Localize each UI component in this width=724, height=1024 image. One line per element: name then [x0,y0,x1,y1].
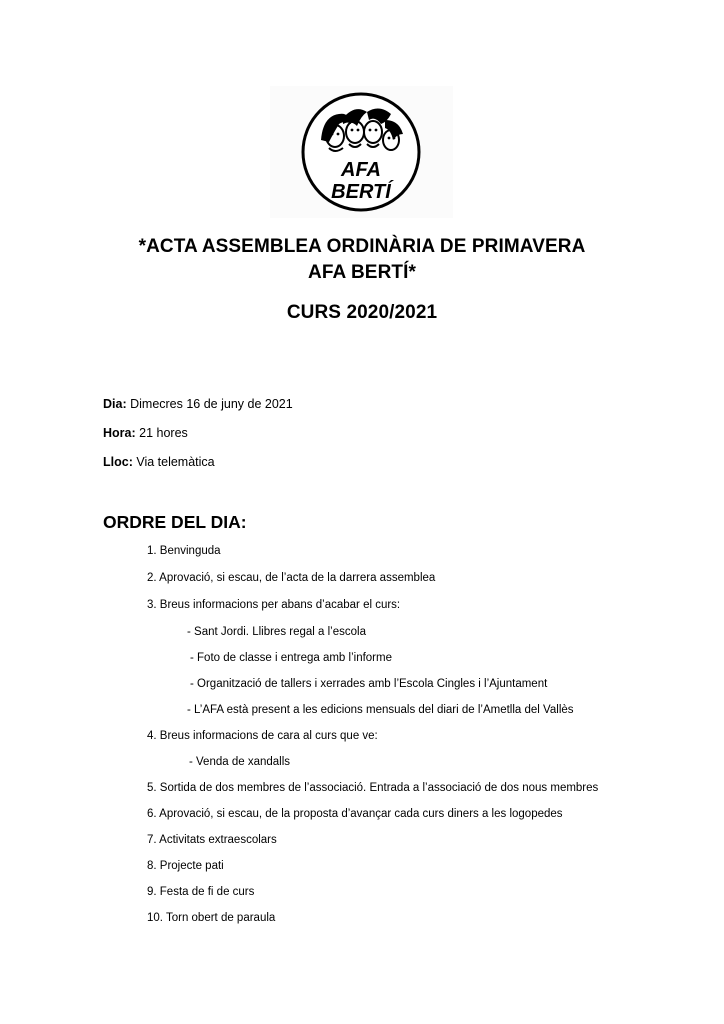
meeting-time-value: 21 hores [135,426,188,440]
agenda-item: 10. Torn obert de paraula [147,912,276,924]
course-title: CURS 2020/2021 [286,302,438,323]
agenda-item: 2. Aprovació, si escau, de l’acta de la darrera assemblea [147,572,436,584]
agenda-item: 5. Sortida de dos membres de l’associació. Entrada a l’associació de dos nous membres [147,782,599,794]
agenda-item: 7. Activitats extraescolars [147,834,277,846]
agenda-subitem: - Foto de classe i entrega amb l’informe [190,652,392,664]
agenda-item: 8. Projecte pati [147,860,224,872]
document-title-line1: *ACTA ASSEMBLEA ORDINÀRIA DE PRIMAVERA [138,236,586,257]
agenda-heading: ORDRE DEL DIA: [103,512,247,532]
agenda-item: 3. Breus informacions per abans d’acabar el curs: [147,599,401,611]
logo-text-afa: AFA [341,159,381,181]
meeting-place [103,455,215,469]
meeting-place-value: Via telemàtica [132,455,215,469]
meeting-day-label: Dia: [103,397,127,411]
agenda-item: 6. Aprovació, si escau, de la proposta d’avançar cada curs diners a les logopedes [147,808,563,820]
logo-emblem [299,90,423,214]
agenda-item: 1. Benvinguda [147,545,221,557]
agenda-subitem: - Organització de tallers i xerrades amb l’Escola Cingles i l’Ajuntament [190,678,548,690]
agenda-subitem: - L’AFA està present a les edicions mensuals del diari de l’Ametlla del Vallès [187,704,574,716]
afa-berti-logo [270,86,453,218]
meeting-time [103,426,188,440]
meeting-time-label: Hora: [103,426,136,440]
agenda-item: 4. Breus informacions de cara al curs que ve: [147,730,378,742]
logo-text-berti: BERTÍ [331,181,391,203]
meeting-day [103,397,293,411]
document-title-line2: AFA BERTÍ* [308,262,416,283]
meeting-day-value: Dimecres 16 de juny de 2021 [126,397,293,411]
agenda-subitem: - Sant Jordi. Llibres regal a l’escola [187,626,366,638]
meeting-place-label: Lloc: [103,455,133,469]
agenda-subitem: - Venda de xandalls [189,756,291,768]
agenda-item: 9. Festa de fi de curs [147,886,255,898]
